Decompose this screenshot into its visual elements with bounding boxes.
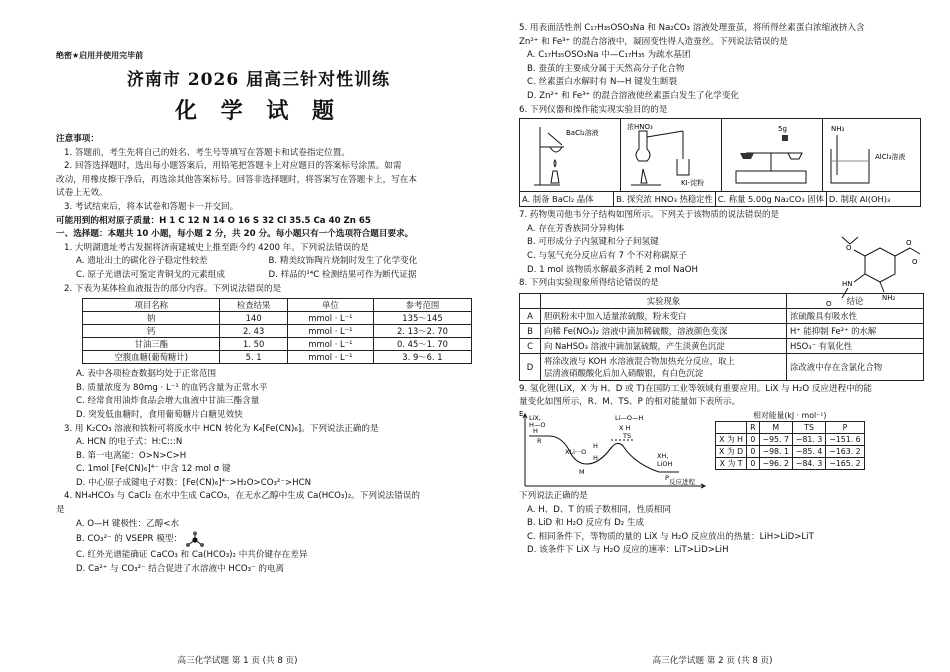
diagram-label: Li—O—H [615,413,644,422]
atomic-mass-line: 可能用到的相对原子质量：H 1 C 12 N 14 O 16 S 32 Cl 35.5 Ca 40 Zn 65 [56,215,371,226]
table-row [83,338,472,351]
energy-profile-diagram [519,410,709,490]
table-cell: 涂改液中存在含氯化合物 [787,353,924,380]
table-header: P [826,421,864,433]
table-cell: 2. 43 [220,325,287,338]
table-header: 检查结果 [220,299,287,312]
diagram-label: M [579,467,585,476]
diagram-label: LiOH [657,459,673,468]
q7-stem: 7. 药物奥司他韦分子结构如图所示。下列关于该物质的说法错误的是 [519,210,780,221]
apparatus-a [520,119,621,191]
diagram-label: H [593,453,598,462]
q7-option-a: A. 存在芳香族同分异构体 [527,223,625,234]
table-cell: 140 [220,312,287,325]
notice-item: 2. 回答选择题时，选出每小题答案后，用铅笔把答题卡上对应题目的答案标号涂黑。如需 [64,161,402,172]
q5-option-d: D. Zn²⁺ 和 Fe³⁺ 的混合溶液使丝素蛋白发生了化学变化 [527,90,740,101]
table-cell: mmol · L⁻¹ [287,351,373,364]
table-cell-line: 将涂改液与 KOH 水溶液混合物加热充分反应，取上 [544,355,735,366]
page-2 [475,0,950,672]
apparatus-label-b: B. 探究浓 HNO₃ 热稳定性 [614,192,716,206]
diagram-label: XH, [657,451,669,460]
q5-option-a: A. C₁₇H₃₅OSO₃Na 中—C₁₇H₃₅ 为疏水基团 [527,50,691,61]
apparatus-d-tag2: AlCl₃溶液 [875,153,906,162]
table-cell: 0. 45～1. 70 [373,338,471,351]
diagram-xlabel: 反应进程 [669,477,695,486]
blood-report-table [82,298,472,364]
table-cell: 2. 13～2. 70 [373,325,471,338]
q9-stem: 9. 氢化锂(LiX，X 为 H、D 或 T)在国防工业等领域有重要应用。LiX 与 H₂O 反应进程中的能 [519,383,872,394]
table-row [520,323,924,338]
table-cell: 1. 50 [220,338,287,351]
table-row [520,308,924,323]
table-cell: 3. 9～6. 1 [373,351,471,364]
q4-stem-cont: 是 [56,505,65,516]
mol-atom: O [826,300,832,308]
table-row [83,325,472,338]
mol-atom: O [912,258,918,266]
table-cell: 浓硫酸具有吸水性 [787,308,924,323]
table-header: 结论 [787,293,924,308]
q3-option-c: C. 1mol [Fe(CN)₆]⁴⁻ 中含 12 mol σ 键 [76,464,231,475]
table-cell: 胆矾粉末中加入适量浓硫酸，粉末变白 [541,308,787,323]
table-cell: 向 NaHSO₃ 溶液中滴加氯硫酸，产生淡黄色沉淀 [541,338,787,353]
table-header [520,293,541,308]
vsepr-model-icon [184,531,206,549]
table-cell: 0 [747,445,759,457]
table-cell: 0 [747,433,759,445]
q9-stem-cont: 量变化如图所示，R、M、TS、P 的相对能量如下表所示。 [519,397,741,408]
diagram-label: R [537,436,542,445]
table-cell: −98. 1 [759,445,792,457]
diagram-label: H—O [529,420,546,429]
q1-option-d: D. 样品的¹⁴C 检测结果可作为断代证据 [268,269,417,280]
table-cell: A [520,308,541,323]
apparatus-d-tag: NH₃ [831,125,845,134]
apparatus-c [722,119,823,191]
q4-stem: 4. NH₄HCO₃ 与 CaCl₂ 在水中生成 CaCO₃，在无水乙醇中生成 Ca(HCO₃)₂。下列说法错误的 [64,491,420,502]
mol-atom: HN [842,280,853,288]
table-cell: X 为 T [716,457,747,469]
diagram-label: H [533,426,538,435]
mol-atom: O [906,239,912,247]
notice-item: 1. 答题前，考生先将自己的姓名、考生号等填写在答题卡和试卷指定位置。 [64,147,350,158]
diagram-label: P [665,473,669,482]
table-cell: H⁺ 能抑制 Fe²⁺ 的水解 [787,323,924,338]
table-row [716,445,865,457]
table-cell: C [520,338,541,353]
diagram-label: TS [623,431,632,440]
diagram-label: XLi···O [565,447,587,456]
q3-option-b: B. 第一电离能：O>N>C>H [76,450,187,461]
diagram-label: H [593,441,598,450]
table-cell: −81. 3 [792,433,825,445]
q1-option-a: A. 遗址出土的碳化谷子稳定性较差 [76,256,208,267]
table-cell: −84. 3 [792,457,825,469]
q5-option-b: B. 蚕茧的主要成分属于天然高分子化合物 [527,63,685,74]
q2-option-c: C. 经常食用油炸食品会增大血液中甘油三酯含量 [76,396,260,407]
q6-stem: 6. 下列仪器和操作能实现实验目的的是 [519,104,668,115]
energy-table [715,421,865,470]
q5-stem: 5. 用表面活性剂 C₁₇H₃₅OSO₃Na 和 Na₂CO₃ 溶液处理蚕茧，将所得丝素蛋白浓缩液挤入含 [519,23,865,33]
apparatus-labels [519,192,921,207]
distillation-apparatus-icon [621,119,721,191]
notice-heading: 注意事项： [56,134,99,144]
q2-stem: 2. 下表为某体检血液报告的部分内容。下列说法错误的是 [64,283,282,294]
apparatus-label-c: C. 称量 5.00g Na₂CO₃ 固体 [716,192,827,206]
table-cell: 钠 [83,312,220,325]
table-cell: −96. 2 [759,457,792,469]
q4-option-a: A. O—H 键极性：乙醇<水 [76,518,180,529]
table-cell: 甘油三酯 [83,338,220,351]
q4-option-c: C. 红外光谱能确证 CaCO₃ 和 Ca(HCO₃)₂ 中共价键存在差异 [76,550,308,561]
diagram-label: X H [619,423,631,432]
notice-item: 试卷上无效。 [56,188,108,199]
table-header-row [716,421,865,433]
table-cell: −95. 7 [759,433,792,445]
table-cell: mmol · L⁻¹ [287,338,373,351]
q3-stem: 3. 用 K₂CO₃ 溶液和铁粉可将废水中 HCN 转化为 K₄[Fe(CN)₆]。下列说法正确的是 [64,423,379,434]
table-cell: −163. 2 [826,445,864,457]
page-footer: 高三化学试题 第 2 页 (共 8 页) [652,656,773,666]
q2-option-b: B. 质量浓度为 80mg · L⁻¹ 的血钙含量为正常水平 [76,382,268,393]
balance-icon [722,119,822,191]
q1-option-b: B. 精美纹饰陶片烧制时发生了化学变化 [268,256,418,267]
apparatus-figures [519,118,921,192]
table-cell-line: 层清液硝酸酸化后加入硝酸银，有白色沉淀 [544,367,704,378]
table-header-row [83,299,472,312]
apparatus-b [621,119,722,191]
diagram-ylabel: E [519,409,524,418]
table-header: R [747,421,759,433]
evaporation-apparatus-icon [520,119,620,191]
table-cell: B [520,323,541,338]
table-cell: 0 [747,457,759,469]
q4-option-b [56,531,461,549]
table-cell: X 为 H [716,433,747,445]
table-cell: 空腹血糖(葡萄糖计) [83,351,220,364]
table-cell: X 为 D [716,445,747,457]
q1-stem: 1. 大明湖遗址考古发掘将济南建城史上推至距今约 4200 年。下列说法错误的是 [64,242,369,253]
page-footer: 高三化学试题 第 1 页 (共 8 页) [177,656,298,666]
q4-option-d: D. Ca²⁺ 与 CO₃²⁻ 结合促进了水溶液中 HCO₃⁻ 的电离 [76,563,285,574]
table-cell: mmol · L⁻¹ [287,312,373,325]
section-heading: 一、选择题：本题共 10 小题，每小题 2 分，共 20 分。每小题只有一个选项符合题目要求。 [56,229,414,240]
table-cell: −165. 2 [826,457,864,469]
q9-option-c: C. 相同条件下，等物质的量的 LiX 与 H₂O 反应放出的热量：LiH>LiD>LiT [527,531,814,542]
gas-absorption-icon [823,119,923,191]
table-header: 参考范围 [373,299,471,312]
q7-option-d: D. 1 mol 该物质水解最多消耗 2 mol NaOH [527,264,698,275]
q8-stem: 8. 下列由实验现象所得结论错误的是 [519,278,659,289]
table-row [520,338,924,353]
exam-title: 济南市 2026 届高三针对性训练 [126,70,391,90]
table-cell: HSO₃⁻ 有氧化性 [787,338,924,353]
secret-label: 绝密★启用并使用完毕前 [56,51,144,60]
subject-title: 化 学 试 题 [175,98,342,124]
diagram-label: LiX, [529,413,541,422]
q9-option-b: B. LiD 和 H₂O 反应有 D₂ 生成 [527,518,645,529]
table-header: 单位 [287,299,373,312]
table-header [716,421,747,433]
table-cell: −85. 4 [792,445,825,457]
q9-option-a: A. H、D、T 的质子数相同，性质相同 [527,504,671,515]
q3-option-d: D. 中心原子成键电子对数：[Fe(CN)₆]⁴⁻>H₂O>CO₃²⁻>HCN [76,477,311,488]
q7-option-c: C. 与氢气充分反应后有 7 个不对称碳原子 [527,250,687,261]
table-cell: 向稀 Fe(NO₃)₂ 溶液中滴加稀硫酸，溶液颜色变深 [541,323,787,338]
notice-item: 改动，用橡皮擦干净后，再选涂其他答案标号。回答非选择题时，将答案写在答题卡上，写在本 [56,174,417,185]
table-row [83,312,472,325]
apparatus-label-a: A. 制备 BaCl₂ 晶体 [520,192,614,206]
table-header: M [759,421,792,433]
q9-option-d: D. 该条件下 LiX 与 H₂O 反应的速率：LiT>LiD>LiH [527,545,729,556]
q7-option-b: B. 可形成分子内氢键和分子间氢键 [527,237,659,248]
table-row [520,353,924,380]
table-header: 项目名称 [83,299,220,312]
energy-table-caption: 相对能量(kJ · mol⁻¹) [753,410,827,420]
apparatus-a-tag: BaCl₂溶液 [566,129,599,138]
mol-atom: NH₂ [882,294,896,302]
q4-option-b-text: B. CO₃²⁻ 的 VSEPR 模型： [76,534,183,545]
q1-option-c: C. 原子光谱法可鉴定青铜戈的元素组成 [76,269,225,280]
q2-option-a: A. 表中各项检查数据均处于正常范围 [76,369,217,380]
table-header: 实验现象 [541,293,787,308]
mol-atom: O [846,244,852,252]
table-cell: −151. 6 [826,433,864,445]
q3-option-a: A. HCN 的电子式：H:C:::N [76,437,183,448]
table-cell: 钙 [83,325,220,338]
q9-question: 下列说法正确的是 [519,490,588,501]
apparatus-label-d: D. 制取 Al(OH)₃ [828,194,891,205]
table-row [716,433,865,445]
q5-option-c: C. 丝素蛋白水解时有 N—H 键发生断裂 [527,77,678,88]
oseltamivir-structure [820,236,930,308]
table-row [83,351,472,364]
table-cell: D [520,353,541,380]
q5-stem-cont: Zn²⁺ 和 Fe³⁺ 的混合溶液中，凝固变性得人造蚕丝。下列说法错误的是 [519,36,788,47]
table-cell-multiline [541,353,787,380]
table-row [716,457,865,469]
apparatus-b-tag: 浓HNO₃ [627,123,653,132]
table-cell: 135～145 [373,312,471,325]
notice-item: 3. 考试结束后，将本试卷和答题卡一并交回。 [64,201,239,212]
apparatus-b-tag2: KI-淀粉 [681,179,705,188]
apparatus-d [823,119,923,191]
table-cell: mmol · L⁻¹ [287,325,373,338]
table-cell: 5. 1 [220,351,287,364]
q2-option-d: D. 突发低血糖时，食用葡萄糖片白糖见效快 [76,409,243,420]
table-header: TS [792,421,825,433]
apparatus-c-tag: 5g [778,125,787,134]
